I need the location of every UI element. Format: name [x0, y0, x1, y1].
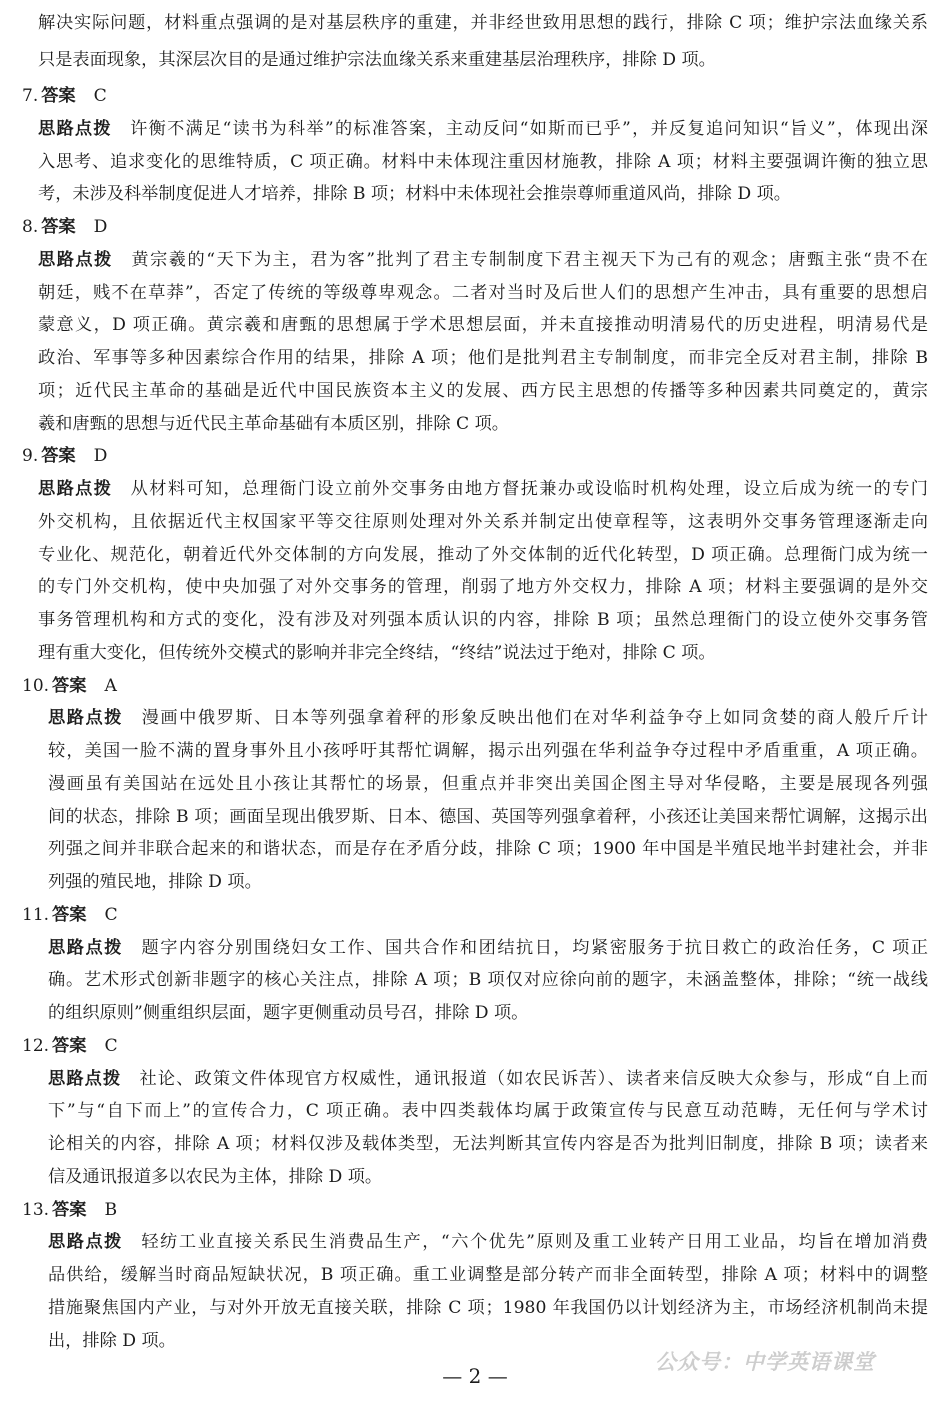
analysis-label: 思路点拨	[38, 479, 113, 499]
analysis-text-line	[48, 1226, 928, 1259]
analysis-paragraph	[38, 473, 928, 670]
analysis-text-line: 列强的殖民地，排除 D 项。	[48, 872, 262, 892]
answer-label: 答案	[52, 904, 87, 925]
intro-paragraph	[38, 5, 928, 79]
question-number: 13.	[22, 1199, 50, 1220]
analysis-label: 思路点拨	[38, 249, 113, 270]
answer-value: D	[93, 446, 108, 467]
analysis-label: 思路点拨	[48, 937, 123, 958]
analysis-paragraph	[38, 244, 928, 441]
question-list	[0, 80, 950, 1357]
analysis-text: 从材料可知，总理衙门设立前外交事务由地方督抚兼办或设临时机构处理，设立后成为统一的专门	[129, 479, 928, 499]
analysis-text: 题字内容分别围绕妇女工作、国共合作和团结抗日，均紧密服务于抗日救亡的政治任务，C 项正	[139, 937, 928, 958]
answer-value: C	[104, 904, 118, 925]
analysis-text-line: 较，美国一脸不满的置身事外且小孩呼吁其帮忙调解，揭示出列强在华利益争夺过程中矛盾重重，A 项正确。	[48, 741, 928, 761]
analysis-text-line: 事务管理机构和方式的变化，没有涉及对列强本质认识的内容，排除 B 项；虽然总理衙门的设立使外交事务管	[38, 610, 928, 630]
analysis-text-line: 入思考、追求变化的思维特质，C 项正确。材料中未体现注重因材施教，排除 A 项；材料主要强调许衡的独立思	[38, 151, 928, 172]
answer-value: D	[93, 217, 108, 237]
analysis-text-line	[48, 932, 928, 965]
analysis-text: 轻纺工业直接关系民生消费品生产，“六个优先”原则及重工业转产日用工业品，均旨在增加消费	[139, 1232, 928, 1253]
answer-label: 答案	[52, 1035, 87, 1056]
question-block	[0, 80, 950, 211]
analysis-paragraph	[48, 1226, 928, 1357]
analysis-text-line	[38, 473, 928, 506]
question-block	[0, 670, 950, 899]
analysis-paragraph	[38, 113, 928, 211]
analysis-text-line	[48, 702, 928, 735]
intro-text-line: 解决实际问题，材料重点强调的是对基层秩序的重建，并非经世致用思想的践行，排除 C 项；维护宗法血缘关系	[38, 13, 928, 33]
question-block	[0, 899, 950, 1030]
question-number: 7.	[22, 86, 39, 106]
analysis-text: 漫画中俄罗斯、日本等列强拿着秤的形象反映出他们在对华利益争夺上如同贪婪的商人般斤斤计	[140, 708, 928, 729]
analysis-text-line: 羲和唐甄的思想与近代民主革命基础有本质区别，排除 C 项。	[38, 413, 509, 434]
analysis-label: 思路点拨	[48, 1068, 122, 1089]
question-number: 12.	[22, 1035, 50, 1056]
analysis-text-line: 蒙意义，D 项正确。黄宗羲和唐甄的思想属于学术思想层面，并未直接推动明清易代的历史进程，明清易代是	[38, 315, 928, 336]
answer-label: 答案	[52, 1199, 87, 1220]
analysis-text-line: 考，未涉及科举制度促进人才培养，排除 B 项；材料中未体现社会推崇尊师重道风尚，排除 D 项。	[38, 184, 791, 205]
analysis-text: 许衡不满足“读书为科举”的标准答案，主动反问“如斯而已乎”，并反复追问知识“旨义”，体现出深	[128, 118, 928, 139]
analysis-label: 思路点拨	[48, 708, 124, 729]
analysis-text-line: 漫画虽有美国站在远处且小孩让其帮忙的场景，但重点并非突出美国企图主导对华侵略，主要是展现各列强	[48, 773, 928, 794]
answer-label: 答案	[41, 217, 76, 237]
analysis-text-line	[38, 244, 928, 277]
question-number: 11.	[22, 904, 50, 925]
answer-line	[0, 1194, 950, 1227]
answer-label: 答案	[52, 675, 87, 696]
answer-label: 答案	[41, 86, 76, 106]
answer-value: A	[104, 675, 117, 696]
analysis-text-line	[38, 113, 928, 146]
intro-text-line: 只是表面现象，其深层次目的是通过维护宗法血缘关系来重建基层治理秩序，排除 D 项。	[38, 50, 716, 70]
answer-line	[0, 670, 950, 703]
question-block	[0, 211, 950, 440]
analysis-text-line: 下”与“自下而上”的宣传合力，C 项正确。表中四类载体均属于政策宣传与民意互动范畴，无任何与学术讨	[48, 1101, 928, 1122]
page-number: — 2 —	[442, 1364, 508, 1388]
analysis-label: 思路点拨	[48, 1232, 123, 1253]
answer-line	[0, 440, 950, 473]
analysis-text-line: 的专门外交机构，使中央加强了对外交事务的管理，削弱了地方外交权力，排除 A 项；材料主要强调的是外交	[38, 577, 928, 598]
answer-line	[0, 211, 950, 244]
analysis-text-line: 项；近代民主革命的基础是近代中国民族资本主义的发展、西方民主思想的传播等多种因素共同奠定的，黄宗	[38, 380, 928, 401]
question-block	[0, 1030, 950, 1194]
answer-line	[0, 80, 950, 113]
question-number: 9.	[22, 446, 39, 467]
analysis-text-line: 的组织原则”侧重组织层面，题字更侧重动员号召，排除 D 项。	[48, 1003, 529, 1023]
analysis-text-line: 论相关的内容，排除 A 项；材料仅涉及载体类型，无法判断其宣传内容是否为批判旧制度，排除 B 项；读者来	[48, 1134, 928, 1154]
answer-value: B	[104, 1199, 118, 1220]
question-block	[0, 440, 950, 669]
analysis-text: 黄宗羲的“天下为主，君为客”批判了君主专制制度下君主视天下为己有的观念；唐甄主张“贵不在	[129, 249, 928, 270]
analysis-label: 思路点拨	[38, 118, 112, 139]
analysis-text-line: 外交机构，且依据近代主权国家平等交往原则处理对外关系并制定出使章程等，这表明外交事务管理逐渐走向	[38, 511, 928, 532]
analysis-text-line: 信及通讯报道多以农民为主体，排除 D 项。	[48, 1166, 383, 1187]
analysis-text-line: 确。艺术形式创新非题字的核心关注点，排除 A 项；B 项仅对应徐向前的题字，未涵盖整体，排除；“统一战线	[48, 970, 928, 991]
question-number: 10.	[22, 675, 50, 696]
analysis-text-line: 列强之间并非联合起来的和谐状态，而是存在矛盾分歧，排除 C 项；1900 年中国是半殖民地半封建社会，并非	[48, 839, 928, 860]
answer-label: 答案	[41, 446, 76, 467]
analysis-text: 社论、政策文件体现官方权威性，通讯报道（如农民诉苦）、读者来信反映大众参与，形成“自上而	[138, 1068, 928, 1089]
answer-line	[0, 899, 950, 932]
answer-value: C	[104, 1035, 118, 1056]
question-number: 8.	[22, 217, 39, 237]
analysis-text-line: 理有重大变化，但传统外交模式的影响并非完全终结，“终结”说法过于绝对，排除 C 项。	[38, 642, 716, 663]
answer-line	[0, 1030, 950, 1063]
analysis-text-line: 品供给，缓解当时商品短缺状况，B 项正确。重工业调整是部分转产而非全面转型，排除 A 项；材料中的调整	[48, 1265, 928, 1285]
analysis-text-line: 间的状态，排除 B 项；画面呈现出俄罗斯、日本、德国、英国等列强拿着秤，小孩还让美国来帮忙调解，这揭示出	[48, 806, 928, 827]
question-block	[0, 1194, 950, 1358]
answer-value: C	[93, 86, 107, 106]
analysis-text-line: 措施聚焦国内产业，与对外开放无直接关联，排除 C 项；1980 年我国仍以计划经济为主，市场经济机制尚未提	[48, 1297, 928, 1318]
analysis-text-line: 专业化、规范化，朝着近代外交体制的方向发展，推动了外交体制的近代化转型，D 项正确。总理衙门成为统一	[38, 544, 928, 565]
analysis-text-line: 出，排除 D 项。	[48, 1330, 176, 1351]
analysis-text-line	[48, 1063, 928, 1096]
analysis-text-line: 朝廷，贱不在草莽”，否定了传统的等级尊卑观念。二者对当时及后世人们的思想产生冲击，具有重要的思想启	[38, 282, 928, 303]
analysis-paragraph	[48, 932, 928, 1030]
analysis-paragraph	[48, 702, 928, 899]
analysis-text-line: 政治、军事等多种因素综合作用的结果，排除 A 项；他们是批判君主专制制度，而非完全反对君主制，排除 B	[38, 348, 928, 368]
analysis-paragraph	[48, 1063, 928, 1194]
watermark: 公众号：中学英语课堂	[655, 1350, 875, 1374]
